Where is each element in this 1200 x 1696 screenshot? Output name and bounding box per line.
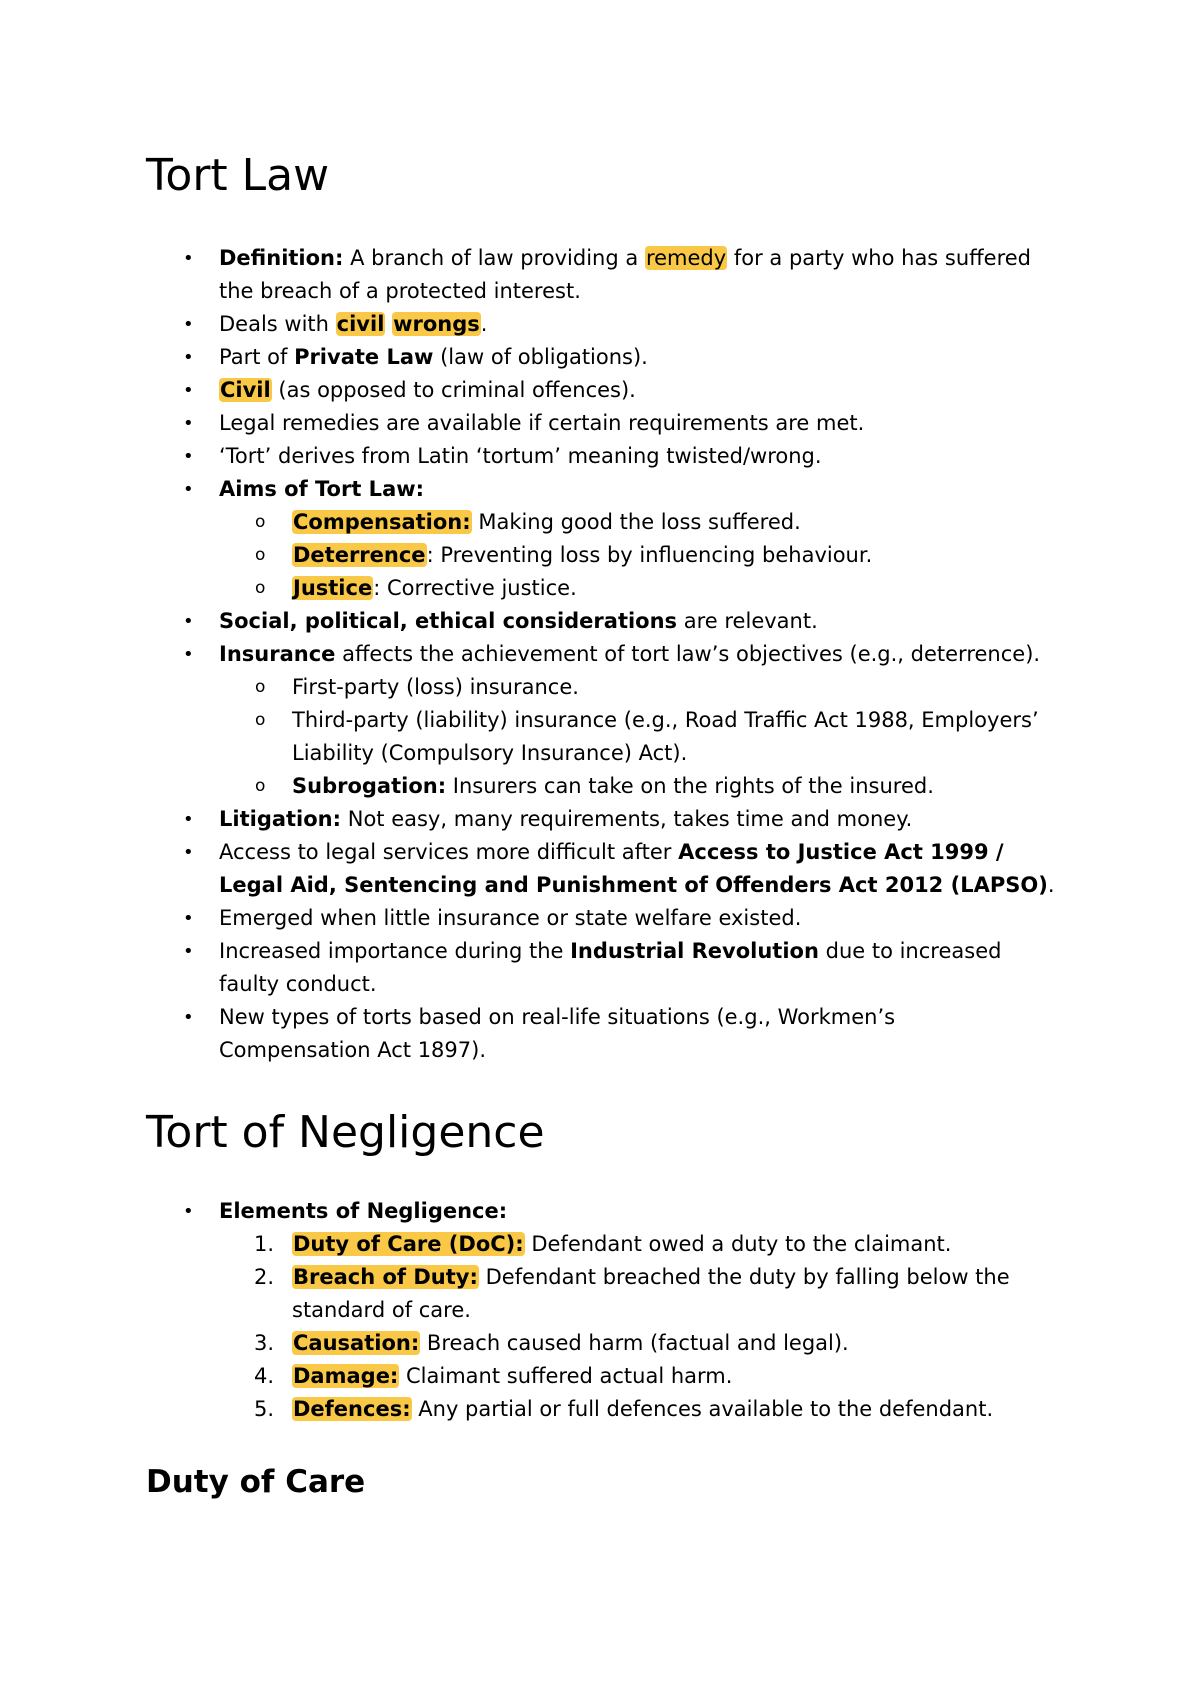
aims-label: Aims of Tort Law:	[219, 477, 425, 501]
bullet-icon: •	[183, 413, 194, 434]
item-text: .	[480, 312, 488, 336]
section-heading-negligence: Tort of Negligence	[146, 1107, 545, 1158]
item-text: (as opposed to criminal offences).	[278, 378, 636, 402]
item-text: Access to legal services more difficult after	[219, 840, 672, 864]
bold-term: Social, political, ethical considerations	[219, 609, 678, 633]
item-text: Legal remedies are available if certain requirements are met.	[219, 411, 865, 435]
section-heading-duty-of-care: Duty of Care	[146, 1464, 366, 1500]
page-title: Tort Law	[146, 150, 330, 201]
bold-term: Subrogation:	[292, 774, 447, 798]
definition-label: Definition:	[219, 246, 344, 270]
item-number: 5.	[254, 1397, 275, 1421]
highlight-remedy: remedy	[645, 246, 727, 270]
item-text: Third-party (liability) insurance (e.g., Road Traffic Act 1988, Employers’	[292, 708, 1039, 732]
definition-text: the breach of a protected interest.	[219, 279, 581, 303]
highlight-civil: civil	[336, 312, 385, 336]
item-text: Emerged when little insurance or state welfare existed.	[219, 906, 802, 930]
bold-term: Insurance	[219, 642, 336, 666]
item-text: ‘Tort’ derives from Latin ‘tortum’ meaning twisted/wrong.	[219, 444, 822, 468]
item-text: Claimant suffered actual harm.	[406, 1364, 733, 1388]
item-text: Deals with	[219, 312, 329, 336]
item-number: 2.	[254, 1265, 275, 1289]
item-text: .	[1047, 873, 1055, 897]
bullet-icon: •	[183, 842, 194, 863]
item-text: affects the achievement of tort law’s objectives (e.g., deterrence).	[342, 642, 1041, 666]
bullet-icon: •	[183, 479, 194, 500]
bold-term: Private Law	[294, 345, 434, 369]
item-text: Not easy, many requirements, takes time and money.	[347, 807, 913, 831]
item-text: : Preventing loss by influencing behaviour.	[426, 543, 873, 567]
sub-bullet-icon: o	[255, 512, 266, 532]
item-text: Defendant breached the duty by falling below the	[485, 1265, 1010, 1289]
sub-bullet-icon: o	[255, 710, 266, 730]
bullet-icon: •	[183, 908, 194, 929]
highlight-defences: Defences:	[293, 1397, 411, 1421]
item-text: Insurers can take on the rights of the insured.	[452, 774, 934, 798]
bold-term: Industrial Revolution	[570, 939, 819, 963]
bullet-icon: •	[183, 644, 194, 665]
highlight-breach-of-duty: Breach of Duty:	[293, 1265, 478, 1289]
sub-bullet-icon: o	[255, 677, 266, 697]
item-text: : Corrective justice.	[373, 576, 577, 600]
highlight-civil-term: Civil	[220, 378, 271, 402]
item-number: 3.	[254, 1331, 275, 1355]
bullet-icon: •	[183, 314, 194, 335]
item-text: First-party (loss) insurance.	[292, 675, 579, 699]
item-text: standard of care.	[292, 1298, 471, 1322]
highlight-justice: Justice	[293, 576, 373, 600]
item-text: due to increased	[825, 939, 1002, 963]
bullet-icon: •	[183, 611, 194, 632]
item-number: 1.	[254, 1232, 275, 1256]
item-text: Breach caused harm (factual and legal).	[426, 1331, 849, 1355]
item-text: New types of torts based on real-life situations (e.g., Workmen’s	[219, 1005, 896, 1029]
item-text: faulty conduct.	[219, 972, 377, 996]
item-text: are relevant.	[683, 609, 818, 633]
bullet-icon: •	[183, 347, 194, 368]
highlight-compensation: Compensation:	[293, 510, 471, 534]
item-text: Compensation Act 1897).	[219, 1038, 487, 1062]
bold-term: Access to Justice Act 1999 /	[678, 840, 1004, 864]
highlight-wrongs: wrongs	[393, 312, 480, 336]
highlight-duty-of-care: Duty of Care (DoC):	[293, 1232, 524, 1256]
bullet-icon: •	[183, 941, 194, 962]
item-text: Any partial or full defences available to the defendant.	[418, 1397, 994, 1421]
highlight-damage: Damage:	[293, 1364, 399, 1388]
sub-bullet-icon: o	[255, 578, 266, 598]
elements-label: Elements of Negligence:	[219, 1199, 508, 1223]
bullet-icon: •	[183, 1201, 194, 1222]
definition-text: for a party who has suffered	[733, 246, 1031, 270]
bullet-icon: •	[183, 1007, 194, 1028]
bullet-icon: •	[183, 248, 194, 269]
item-text: Part of	[219, 345, 288, 369]
highlight-deterrence: Deterrence	[293, 543, 426, 567]
bullet-icon: •	[183, 809, 194, 830]
bullet-icon: •	[183, 446, 194, 467]
definition-text: A branch of law providing a	[350, 246, 639, 270]
item-text: Increased importance during the	[219, 939, 564, 963]
item-number: 4.	[254, 1364, 275, 1388]
item-text: (law of obligations).	[440, 345, 648, 369]
bold-term: Litigation:	[219, 807, 342, 831]
item-text: Making good the loss suffered.	[478, 510, 801, 534]
bold-term: Legal Aid, Sentencing and Punishment of Offenders Act 2012 (LAPSO)	[219, 873, 1048, 897]
item-text: Defendant owed a duty to the claimant.	[531, 1232, 952, 1256]
bullet-icon: •	[183, 380, 194, 401]
item-text: Liability (Compulsory Insurance) Act).	[292, 741, 688, 765]
sub-bullet-icon: o	[255, 545, 266, 565]
sub-bullet-icon: o	[255, 776, 266, 796]
highlight-causation: Causation:	[293, 1331, 420, 1355]
